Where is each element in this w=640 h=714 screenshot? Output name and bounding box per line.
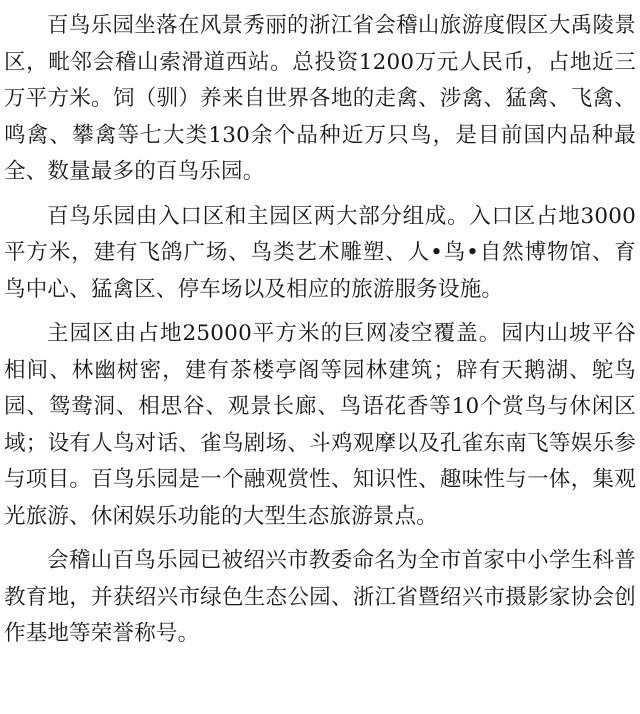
paragraph-4: 会稽山百鸟乐园已被绍兴市教委命名为全市首家中小学生科普教育地，并获绍兴市绿色生态公园、浙江省暨绍兴市摄影家协会创作基地等荣誉称号。 [4, 548, 636, 646]
paragraph-3: 主园区由占地25000平方米的巨网凌空覆盖。园内山坡平谷相间、林幽树密，建有茶楼亭阁等园林建筑；辟有天鹅湖、鸵鸟园、鸳鸯洞、相思谷、观景长廊、鸟语花香等10个赏鸟与休闲区域；设有人鸟对话、雀鸟剧场、斗鸡观摩以及孔雀东南飞等娱乐参与项目。百鸟乐园是一个融观赏性、知识性、趣味性与一体，集观光旅游、休闲娱乐功能的大型生态旅游景点。 [4, 321, 636, 529]
paragraph-2: 百鸟乐园由入口区和主园区两大部分组成。入口区占地3000平方米，建有飞鸽广场、鸟类艺术雕塑、人•鸟•自然博物馆、育鸟中心、猛禽区、停车场以及相应的旅游服务设施。 [4, 203, 636, 302]
paragraph-1: 百鸟乐园坐落在风景秀丽的浙江省会稽山旅游度假区大禹陵景区，毗邻会稽山索滑道西站。总投资1200万元人民币，占地近三万平方米。饲（驯）养来自世界各地的走禽、涉禽、猛禽、飞禽、鸣禽、攀禽等七大类130余个品种近万只鸟，是目前国内品种最全、数量最多的百鸟乐园。 [4, 13, 636, 184]
